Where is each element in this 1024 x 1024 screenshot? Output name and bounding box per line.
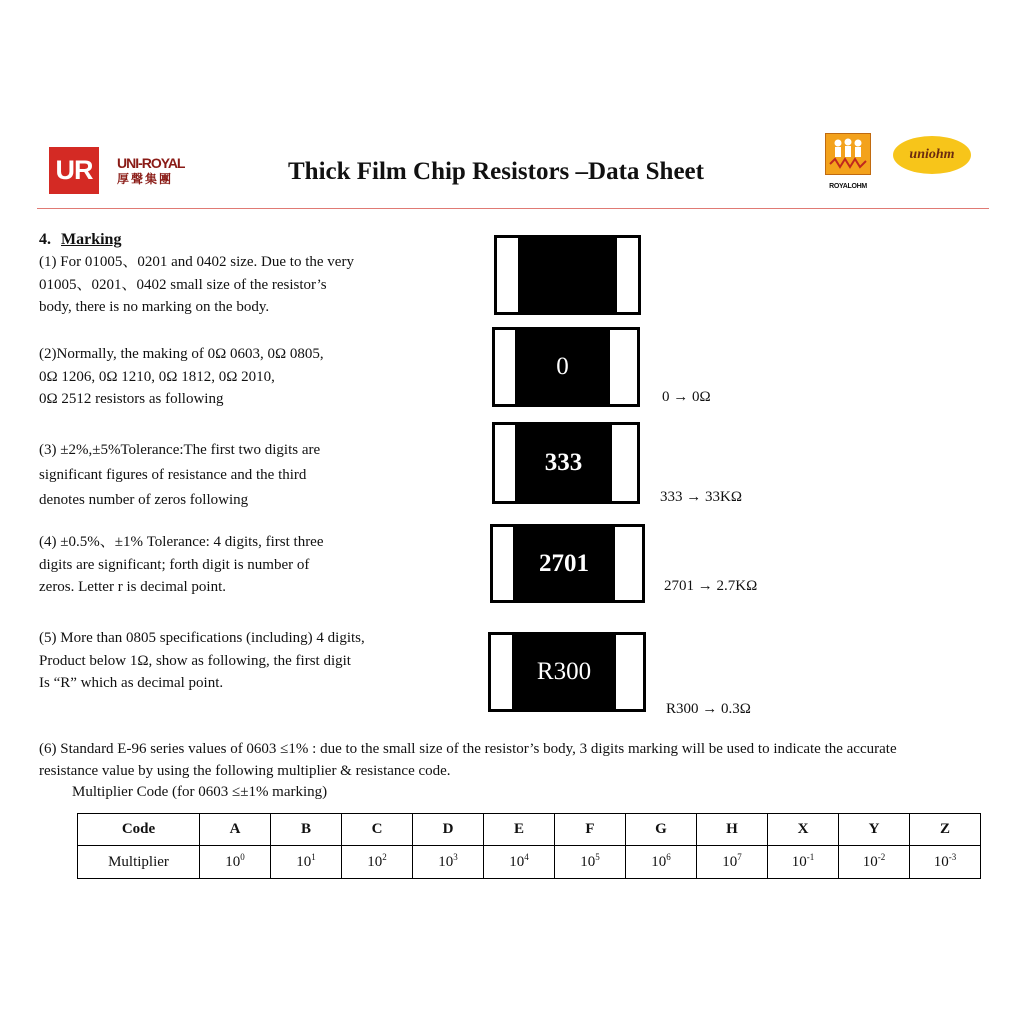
section-number: 4. [39, 231, 51, 248]
multiplier-exponent: -2 [877, 851, 886, 862]
table-header-cell: Z [910, 814, 981, 846]
multiplier-base: 10 [933, 853, 949, 870]
table-cell [697, 846, 768, 879]
paragraph-line: zeros. Letter r is decimal point. [39, 579, 227, 595]
paragraph-line: digits are significant; forth digit is number of [39, 556, 310, 573]
multiplier-exponent: 5 [595, 851, 600, 862]
header-divider [37, 208, 989, 209]
multiplier-exponent: -3 [948, 851, 957, 862]
table-header-cell: Y [839, 814, 910, 846]
table-cell [342, 846, 413, 879]
multiplier-base: 10 [509, 853, 525, 870]
multiplier-exponent: 7 [737, 851, 742, 862]
table-header-cell: G [626, 814, 697, 846]
multiplier-base: 10 [438, 853, 454, 870]
chip-example-r300: R300 → 0.3Ω [666, 701, 751, 717]
page-title: Thick Film Chip Resistors –Data Sheet [288, 158, 704, 185]
multiplier-base: 10 [367, 853, 383, 870]
chip-marking: 2701 [513, 527, 615, 600]
paragraph-line: significant figures of resistance and the third [39, 467, 307, 483]
multiplier-base: 10 [225, 853, 241, 870]
table-header-cell: C [342, 814, 413, 846]
multiplier-caption: Multiplier Code (for 0603 ≤±1% marking) [72, 784, 328, 800]
paragraph-line: (4) ±0.5%、±1% Tolerance: 4 digits, first three [39, 534, 324, 550]
table-header-cell: D [413, 814, 484, 846]
royalohm-emblem-icon [825, 133, 871, 175]
chip-body [518, 238, 617, 312]
table-cell [413, 846, 484, 879]
table-cell [200, 846, 271, 879]
paragraph-6 [39, 738, 897, 782]
table-header-cell: F [555, 814, 626, 846]
table-cell [484, 846, 555, 879]
chip-marking: 0 [515, 330, 610, 404]
multiplier-exponent: -1 [806, 851, 815, 862]
paragraph-line: 0Ω 1206, 0Ω 1210, 0Ω 1812, 0Ω 2010, [39, 368, 275, 385]
paragraph-3 [39, 438, 320, 513]
table-header-cell: X [768, 814, 839, 846]
paragraph-line: body, there is no marking on the body. [39, 299, 270, 315]
uniroyal-logo-en: UNI-ROYAL [117, 155, 185, 171]
multiplier-base: 10 [791, 853, 807, 870]
chip-resistor-unmarked [494, 235, 641, 315]
paragraph-line: (5) More than 0805 specifications (including) 4 digits, [39, 630, 365, 646]
table-cell [768, 846, 839, 879]
chip-marking: R300 [512, 635, 616, 709]
table-cell [839, 846, 910, 879]
paragraph-2 [39, 343, 324, 411]
paragraph-line: Is “R” which as decimal point. [39, 675, 224, 691]
table-cell [555, 846, 626, 879]
chip-example-0: 0 → 0Ω [662, 389, 711, 405]
table-row [78, 846, 981, 879]
paragraph-line: (2)Normally, the making of 0Ω 0603, 0Ω 0805, [39, 346, 324, 362]
chip-resistor-r300 [488, 632, 646, 712]
table-cell [271, 846, 342, 879]
ur-logo: UR [49, 147, 99, 194]
paragraph-line: resistance value by using the following multiplier & resistance code. [39, 763, 451, 779]
table-header-cell: H [697, 814, 768, 846]
table-header-cell: Code [78, 814, 200, 846]
paragraph-1 [39, 251, 354, 319]
table-header-cell: B [271, 814, 342, 846]
paragraph-line: 0Ω 2512 resistors as following [39, 391, 224, 407]
table-header-cell: A [200, 814, 271, 846]
table-cell [910, 846, 981, 879]
paragraph-4 [39, 531, 324, 599]
paragraph-line: 01005、0201、0402 small size of the resistor’s [39, 276, 327, 293]
paragraph-5 [39, 627, 365, 695]
chip-resistor-0 [492, 327, 640, 407]
paragraph-line: (6) Standard E-96 series values of 0603 ≤1% : due to the small size of the resistor’s body, 3 digits marking will be used to indicate the accurate [39, 741, 897, 757]
paragraph-line: denotes number of zeros following [39, 492, 249, 508]
multiplier-exponent: 1 [311, 851, 316, 862]
paragraph-line: Product below 1Ω, show as following, the first digit [39, 652, 351, 669]
table-header-cell: E [484, 814, 555, 846]
uniroyal-logo-cn: 厚聲集團 [117, 172, 174, 186]
chip-marking: 333 [515, 425, 612, 501]
multiplier-exponent: 6 [666, 851, 671, 862]
royalohm-logo-label: ROYALOHM [829, 183, 867, 190]
uniroyal-logo [117, 156, 191, 185]
uniohm-logo: uniohm [893, 136, 971, 174]
chip-resistor-333 [492, 422, 640, 504]
section-heading [39, 231, 121, 249]
multiplier-base: 10 [296, 853, 312, 870]
multiplier-exponent: 0 [240, 851, 245, 862]
table-header-row [78, 814, 981, 846]
multiplier-base: 10 [651, 853, 667, 870]
multiplier-base: 10 [862, 853, 878, 870]
multiplier-exponent: 2 [382, 851, 387, 862]
table-row-label: Multiplier [78, 846, 200, 879]
multiplier-exponent: 3 [453, 851, 458, 862]
chip-example-333: 333 → 33KΩ [660, 489, 742, 505]
multiplier-base: 10 [722, 853, 738, 870]
multiplier-base: 10 [580, 853, 596, 870]
section-title: Marking [61, 231, 122, 248]
multiplier-code-table [77, 813, 981, 879]
chip-example-2701: 2701 → 2.7KΩ [664, 578, 758, 594]
royalohm-logo [825, 133, 871, 190]
chip-resistor-2701 [490, 524, 645, 603]
paragraph-line: (1) For 01005、0201 and 0402 size. Due to the very [39, 254, 354, 270]
paragraph-line: (3) ±2%,±5%Tolerance:The first two digits are [39, 442, 321, 458]
table-cell [626, 846, 697, 879]
multiplier-exponent: 4 [524, 851, 529, 862]
